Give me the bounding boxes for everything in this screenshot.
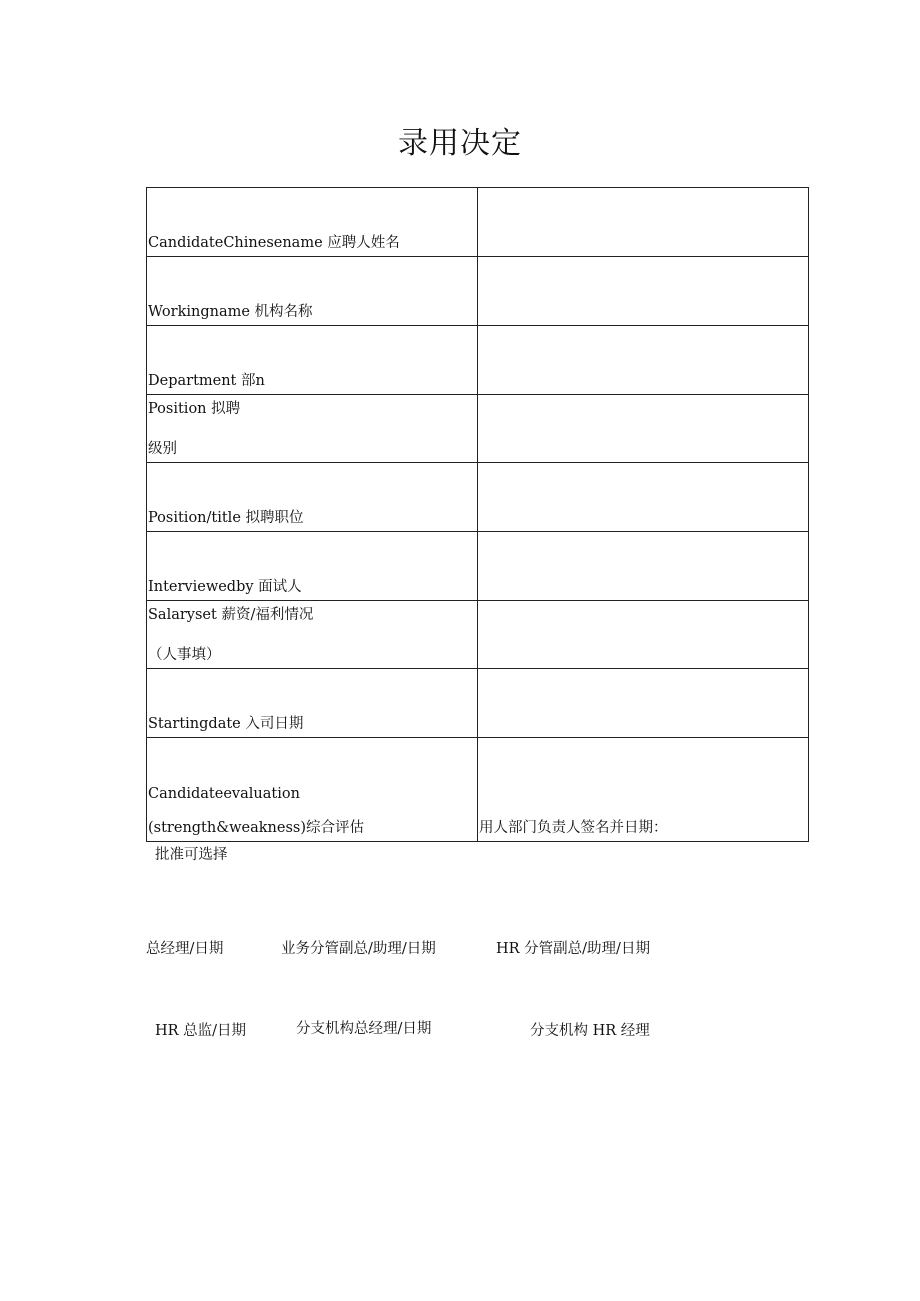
table-row [147, 395, 809, 463]
page-title: 录用决定 [398, 126, 522, 161]
approver-branch-gm: 分支机构总经理/日期 [296, 1021, 432, 1037]
table-row [147, 257, 809, 326]
salary-label [147, 601, 478, 669]
salary-line2: （人事填） [148, 647, 221, 663]
position-level-field[interactable] [478, 395, 809, 463]
table-row [147, 601, 809, 669]
salary-field[interactable] [478, 601, 809, 669]
evaluation-label [147, 738, 478, 842]
approver-biz-vp: 业务分管副总/助理/日期 [281, 941, 436, 957]
dept-head-signature-label: 用人部门负责人签名并日期： [479, 820, 668, 836]
table-row [147, 669, 809, 738]
offer-form-table [146, 187, 809, 842]
candidate-name-field[interactable] [478, 188, 809, 257]
position-title-field[interactable] [478, 463, 809, 532]
table-row [147, 738, 809, 842]
approver-gm: 总经理/日期 [146, 941, 224, 957]
table-row [147, 532, 809, 601]
position-title-label: Position/title 拟聘职位 [147, 463, 478, 532]
working-name-label: Workingname 机构名称 [147, 257, 478, 326]
position-level-label [147, 395, 478, 463]
interviewed-by-field[interactable] [478, 532, 809, 601]
department-field[interactable] [478, 326, 809, 395]
position-level-line2: 级别 [148, 441, 177, 457]
table-row [147, 463, 809, 532]
approver-hr-vp: HR 分管副总/助理/日期 [496, 941, 650, 957]
evaluation-line2: (strength&weakness)综合评估 [148, 820, 365, 836]
table-row [147, 326, 809, 395]
starting-date-field[interactable] [478, 669, 809, 738]
working-name-field[interactable] [478, 257, 809, 326]
department-label: Department 部n [147, 326, 478, 395]
dept-head-signature-field[interactable] [478, 738, 809, 842]
candidate-name-label: CandidateChinesename 应聘人姓名 [147, 188, 478, 257]
table-row [147, 188, 809, 257]
position-level-line1: Position 拟聘 [148, 401, 241, 417]
approver-hr-director: HR 总监/日期 [155, 1023, 247, 1039]
approval-note: 批准可选择 [155, 847, 228, 863]
approver-branch-hr: 分支机构 HR 经理 [530, 1023, 650, 1039]
interviewed-by-label: Interviewedby 面试人 [147, 532, 478, 601]
starting-date-label: Startingdate 入司日期 [147, 669, 478, 738]
evaluation-line1: Candidateevaluation [148, 786, 300, 802]
salary-line1: Salaryset 薪资/福利情况 [148, 607, 314, 623]
